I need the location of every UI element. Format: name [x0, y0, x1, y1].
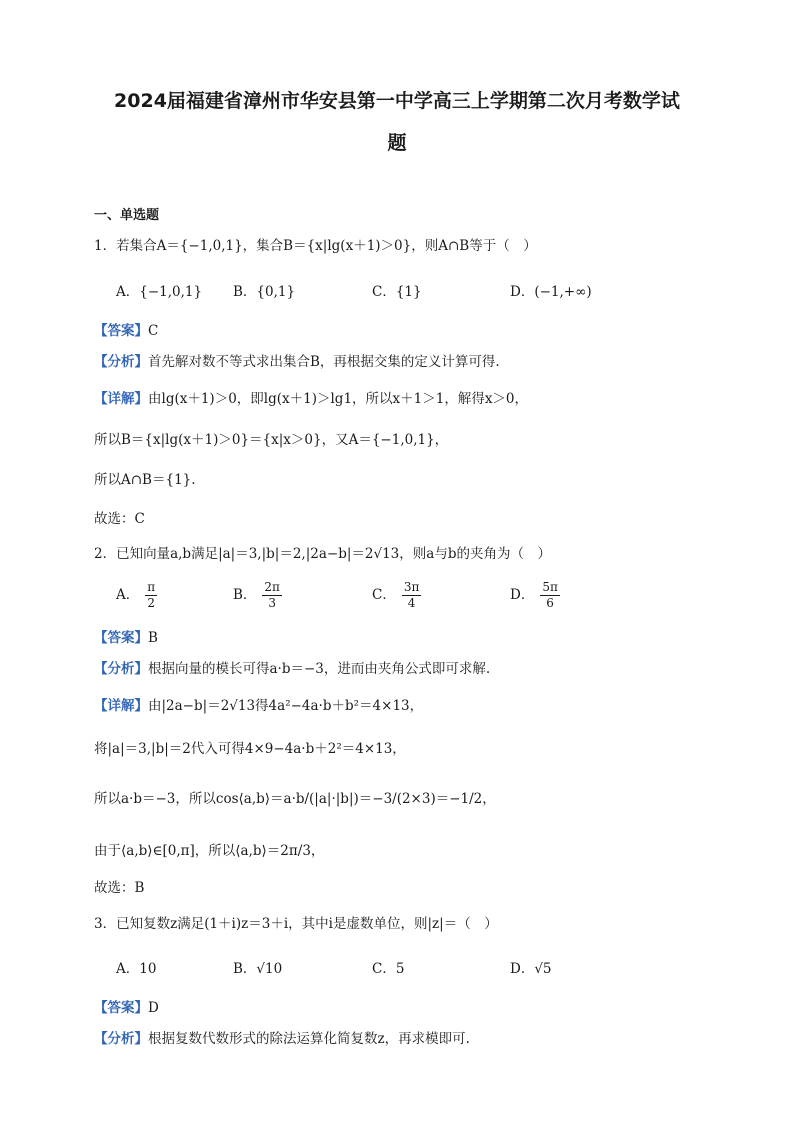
q1-analysis	[94, 350, 500, 370]
q1-choice: 故选：C	[94, 511, 145, 527]
option-text: 5	[395, 961, 405, 977]
q2-option-c	[372, 580, 421, 611]
option-letter: D．	[510, 284, 535, 300]
answer-tag: 【答案】	[94, 1000, 148, 1016]
q2-answer	[94, 626, 158, 646]
option-letter: C．	[372, 284, 396, 300]
q3-stem: 3．已知复数z满足(1＋i)z＝3＋i，其中i是虚数单位，则|z|＝（ ）	[94, 916, 498, 932]
option-fraction: $\frac{\pi}{2}$	[147, 580, 156, 610]
option-letter: C．	[372, 587, 396, 603]
analysis-text: 根据复数代数形式的除法运算化简复数z，再求模即可.	[148, 1031, 470, 1047]
option-letter: B．	[233, 587, 257, 603]
option-letter: D．	[510, 961, 535, 977]
q2-analysis	[94, 657, 490, 677]
option-letter: B．	[233, 961, 257, 977]
q1-option-a	[116, 280, 202, 300]
answer-value: D	[148, 1000, 159, 1016]
option-letter: A．	[116, 587, 140, 603]
q2-detail-line4: 由于⟨a,b⟩∈[0,π]，所以⟨a,b⟩＝2π/3，	[94, 843, 325, 859]
doc-title-line2: 题	[387, 132, 407, 154]
option-fraction: $\frac{3\pi}{4}$	[403, 580, 420, 610]
q2-detail-line3: 所以a·b＝−3，所以cos⟨a,b⟩＝a·b/(|a|·|b|)＝−3/(2×3)＝−1/2，	[94, 791, 496, 807]
analysis-text: 根据向量的模长可得a·b＝−3，进而由夹角公式即可求解.	[148, 661, 491, 677]
analysis-tag: 【分析】	[94, 1031, 148, 1047]
section-heading: 一、单选题	[94, 208, 160, 223]
q2-stem: 2．已知向量a,b满足|a|＝3,|b|＝2,|2a−b|＝2√13，则a与b的夹角为（ ）	[94, 546, 551, 562]
q3-option-c	[372, 957, 404, 977]
q3-option-a	[116, 957, 156, 977]
q1-option-c	[372, 280, 422, 300]
answer-value: B	[148, 630, 158, 646]
q3-answer	[94, 996, 159, 1016]
option-text: (−1,+∞)	[534, 284, 592, 300]
q2-option-a	[116, 580, 157, 611]
option-fraction: $\frac{2\pi}{3}$	[264, 580, 280, 610]
option-text: {1}	[395, 284, 422, 300]
q1-option-b	[233, 280, 295, 300]
q3-option-d	[510, 957, 552, 977]
answer-tag: 【答案】	[94, 323, 148, 339]
q3-option-b	[233, 957, 282, 977]
answer-value: C	[148, 323, 159, 339]
q2-detail	[94, 694, 423, 714]
option-letter: B．	[233, 284, 257, 300]
answer-tag: 【答案】	[94, 630, 148, 646]
option-text: {−1,0,1}	[139, 284, 203, 300]
q3-analysis	[94, 1027, 470, 1047]
analysis-tag: 【分析】	[94, 354, 148, 370]
option-text: 10	[139, 961, 157, 977]
doc-title-line1: 2024届福建省漳州市华安县第一中学高三上学期第二次月考数学试	[114, 90, 680, 112]
detail-tag: 【详解】	[94, 698, 148, 714]
q1-answer	[94, 319, 158, 339]
q2-option-b	[233, 580, 282, 611]
option-fraction: $\frac{5\pi}{6}$	[542, 580, 558, 610]
option-letter: A．	[116, 961, 140, 977]
q1-option-d	[510, 280, 592, 300]
q2-option-d	[510, 580, 560, 611]
detail-text: 由lg(x＋1)＞0，即lg(x＋1)＞lg1，所以x＋1＞1，解得x＞0，	[148, 391, 529, 407]
option-text: √10	[256, 961, 283, 977]
analysis-text: 首先解对数不等式求出集合B，再根据交集的定义计算可得.	[148, 354, 500, 370]
analysis-tag: 【分析】	[94, 661, 148, 677]
option-letter: A．	[116, 284, 140, 300]
q1-detail-line2: 所以B＝{x|lg(x＋1)＞0}＝{x|x＞0}，又A＝{−1,0,1}，	[94, 432, 449, 448]
option-letter: C．	[372, 961, 396, 977]
detail-tag: 【详解】	[94, 391, 148, 407]
option-letter: D．	[510, 587, 535, 603]
q1-detail	[94, 387, 528, 407]
q1-detail-line3: 所以A∩B＝{1}.	[94, 472, 196, 488]
q1-stem: 1．若集合A＝{−1,0,1}，集合B＝{x|lg(x＋1)＞0}，则A∩B等于（ ）	[94, 238, 537, 254]
detail-text: 由|2a−b|＝2√13得4a²−4a·b＋b²＝4×13，	[148, 698, 424, 714]
option-text: √5	[534, 961, 552, 977]
q2-choice: 故选：B	[94, 880, 145, 896]
option-text: {0,1}	[256, 284, 296, 300]
q2-detail-line2: 将|a|＝3,|b|＝2代入可得4×9−4a·b＋2²＝4×13，	[94, 741, 406, 757]
